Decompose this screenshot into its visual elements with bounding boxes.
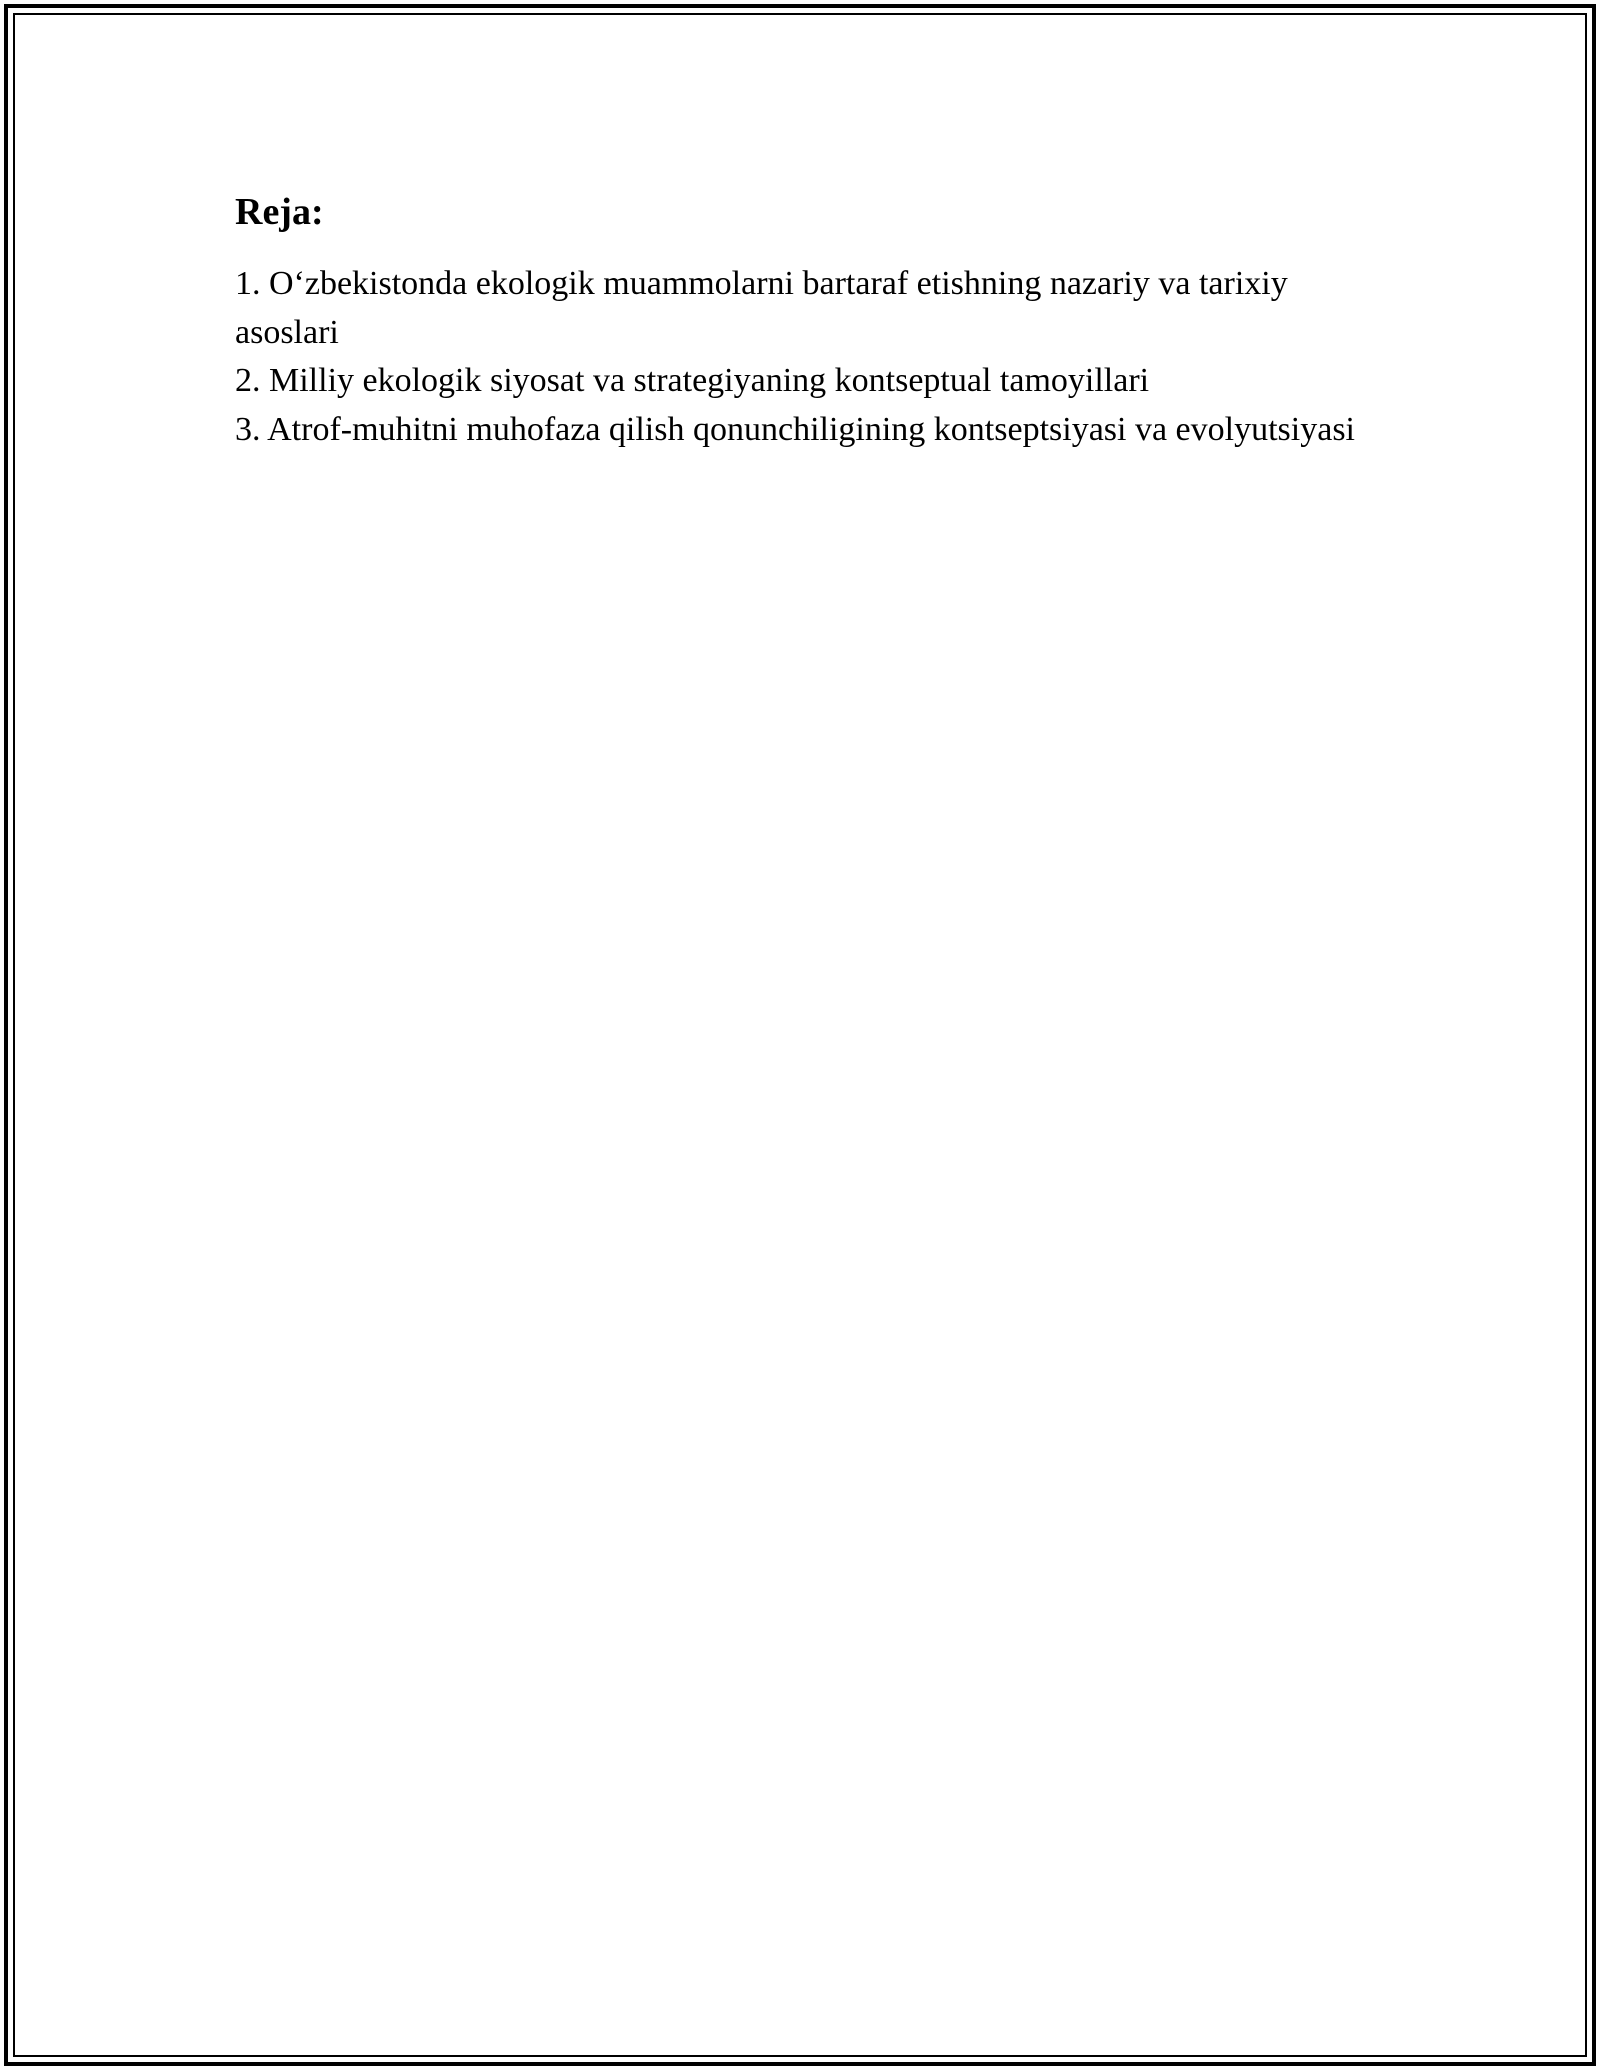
document-body — [235, 186, 1355, 454]
plan-item-2: 2. Milliy ekologik siyosat va strategiyaning kontseptual tamoyillari — [235, 362, 1150, 399]
plan-item-3: 3. Atrof-muhitni muhofaza qilish qonunchiligining kontseptsiyasi va evolyutsiyasi — [235, 410, 1355, 448]
page-title: Reja: — [235, 191, 324, 233]
plan-item-1: 1. O‘zbekistonda ekologik muammolarni bartaraf etishning nazariy va tarixiy asoslari — [235, 265, 1288, 351]
plan-list — [235, 260, 1355, 454]
